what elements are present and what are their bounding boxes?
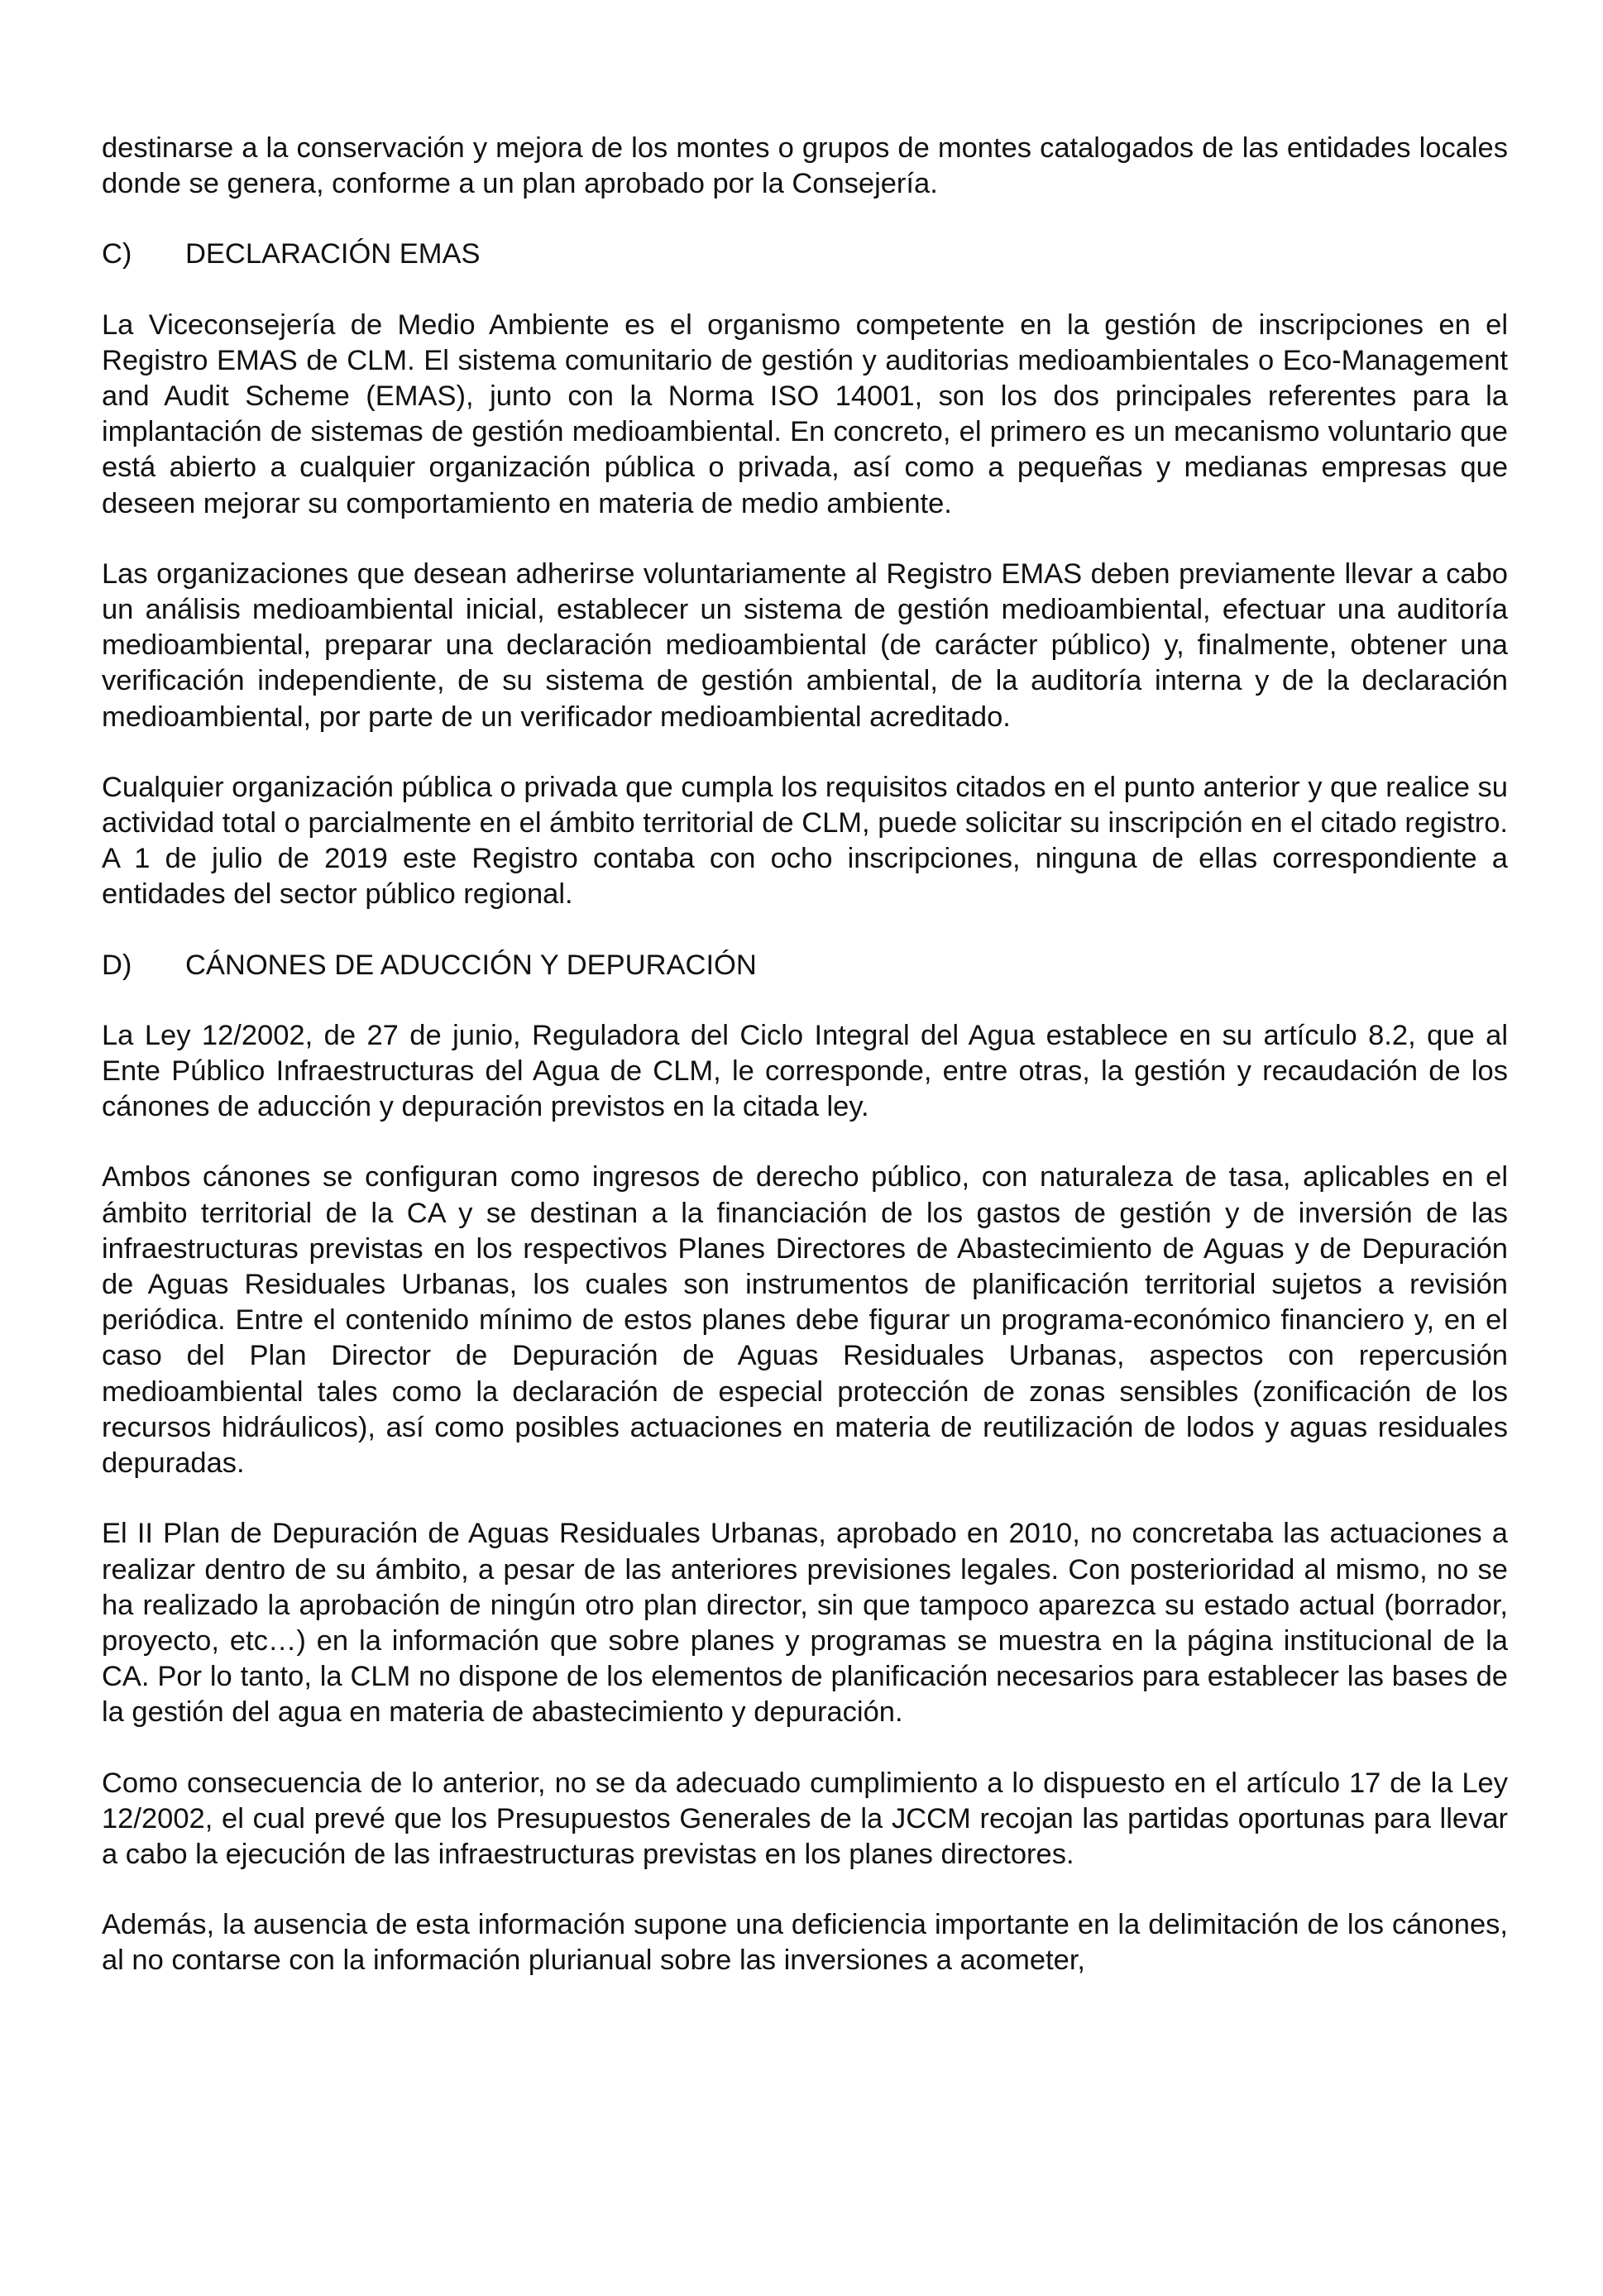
paragraph-ausencia-informacion: Además, la ausencia de esta información supone una deficiencia importante en la delimitación de los cánones, al no contarse con la información plurianual sobre las inversiones a acometer, (102, 1909, 1508, 1977)
paragraph-conservacion-montes: destinarse a la conservación y mejora de los montes o grupos de montes catalogados de las entidades locales donde se genera, conforme a un plan aprobado por la Consejería. (102, 132, 1508, 200)
section-letter: C) (102, 238, 132, 270)
paragraph-emas-requisitos: Las organizaciones que desean adherirse voluntariamente al Registro EMAS deben previamente llevar a cabo un análisis medioambiental inicial, establecer un sistema de gestión medioambiental, efectuar una auditoría medioambiental, preparar una declaración medioambiental (de carácter público) y, finalmente, obtener una verificación independiente, de su sistema de gestión ambiental, de la auditoría interna y de la declaración medioambiental, por parte de un verificador medioambiental acreditado. (102, 557, 1508, 733)
paragraph-ii-plan-depuracion: El II Plan de Depuración de Aguas Residuales Urbanas, aprobado en 2010, no concretaba las actuaciones a realizar dentro de su ámbito, a pesar de las anteriores previsiones legales. Con posterioridad al mismo, no se ha realizado la aprobación de ningún otro plan director, sin que tampoco aparezca su estado actual (borrador, proyecto, etc…) en la información que sobre planes y programas se muestra en la página institucional de la CA. Por lo tanto, la CLM no dispone de los elementos de planificación necesarios para establecer las bases de la gestión del agua en materia de abastecimiento y depuración. (102, 1518, 1508, 1729)
paragraph-emas-intro: La Viceconsejería de Medio Ambiente es el organismo competente en la gestión de inscripciones en el Registro EMAS de CLM. El sistema comunitario de gestión y auditorias medioambientales o Eco-Management and Audit Scheme (EMAS), junto con la Norma ISO 14001, son los dos principales referentes para la implantación de sistemas de gestión medioambiental. En concreto, el primero es un mecanismo voluntario que está abierto a cualquier organización pública o privada, así como a pequeñas y medianas empresas que deseen mejorar su comportamiento en materia de medio ambiente. (102, 309, 1508, 519)
paragraph-consecuencia-articulo-17: Como consecuencia de lo anterior, no se da adecuado cumplimiento a lo dispuesto en el artículo 17 de la Ley 12/2002, el cual prevé que los Presupuestos Generales de la JCCM recojan las partidas oportunas para llevar a cabo la ejecución de las infraestructuras previstas en los planes directores. (102, 1767, 1508, 1870)
section-heading-canones (102, 948, 1508, 983)
section-title: CÁNONES DE ADUCCIÓN Y DEPURACIÓN (185, 949, 757, 981)
paragraph-emas-inscripciones: Cualquier organización pública o privada que cumpla los requisitos citados en el punto anterior y que realice su actividad total o parcialmente en el ámbito territorial de CLM, puede solicitar su inscripción en el citado registro. A 1 de julio de 2019 este Registro contaba con ocho inscripciones, ninguna de ellas correspondiente a entidades del sector público regional. (102, 771, 1508, 911)
paragraph-canones-tasa: Ambos cánones se configuran como ingresos de derecho público, con naturaleza de tasa, aplicables en el ámbito territorial de la CA y se destinan a la financiación de los gastos de gestión y de inversión de las infraestructuras previstas en los respectivos Planes Directores de Abastecimiento de Aguas y de Depuración de Aguas Residuales Urbanas, los cuales son instrumentos de planificación territorial sujetos a revisión periódica. Entre el contenido mínimo de estos planes debe figurar un programa-económico financiero y, en el caso del Plan Director de Depuración de Aguas Residuales Urbanas, aspectos con repercusión medioambiental tales como la declaración de especial protección de zonas sensibles (zonificación de los recursos hidráulicos), así como posibles actuaciones en materia de reutilización de lodos y aguas residuales depuradas. (102, 1161, 1508, 1480)
document-page (102, 131, 1508, 2014)
section-title: DECLARACIÓN EMAS (185, 238, 481, 270)
section-letter: D) (102, 949, 132, 981)
section-heading-emas (102, 237, 1508, 272)
paragraph-ley-12-2002: La Ley 12/2002, de 27 de junio, Reguladora del Ciclo Integral del Agua establece en su artículo 8.2, que al Ente Público Infraestructuras del Agua de CLM, le corresponde, entre otras, la gestión y recaudación de los cánones de aducción y depuración previstos en la citada ley. (102, 1019, 1508, 1123)
